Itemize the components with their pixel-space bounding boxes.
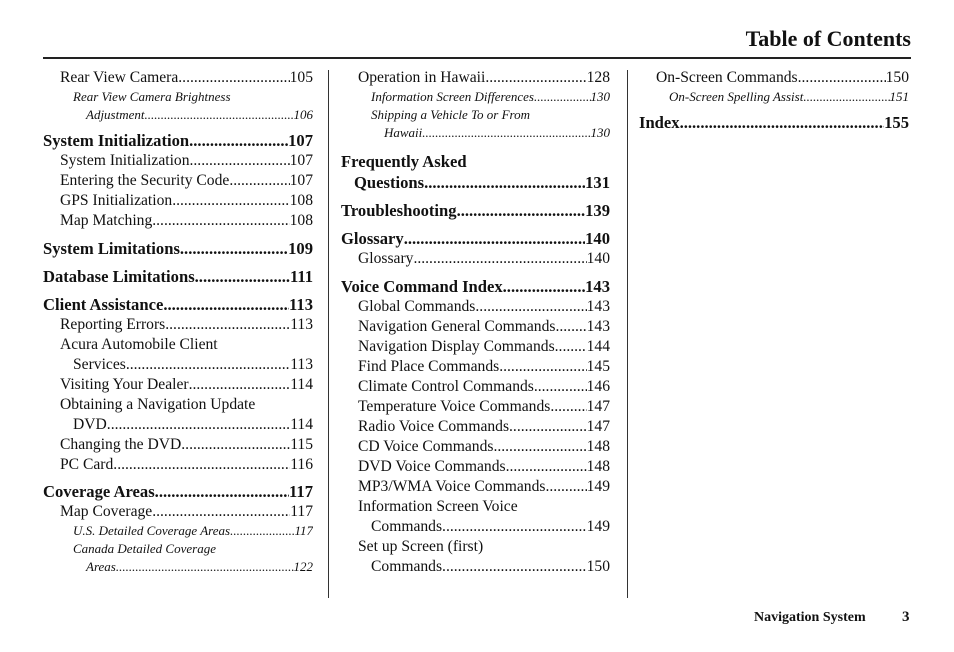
toc-entry-title: Navigation Display Commands xyxy=(358,338,555,355)
toc-entry[interactable] xyxy=(43,211,313,231)
dot-leader xyxy=(116,558,294,576)
toc-entry[interactable] xyxy=(43,88,313,124)
toc-entry-text-line: Obtaining a Navigation Update xyxy=(60,396,256,413)
toc-entry-title: Temperature Voice Commands xyxy=(358,398,551,415)
dot-leader xyxy=(189,130,288,151)
page-number: 3 xyxy=(902,609,910,625)
toc-entry-title: Services xyxy=(73,356,126,373)
page-title: Table of Contents xyxy=(745,26,911,51)
dot-leader xyxy=(555,337,587,357)
toc-entry-title: Index xyxy=(639,113,680,132)
toc-entry-line xyxy=(639,112,909,133)
toc-entry[interactable] xyxy=(341,68,610,88)
dot-leader xyxy=(145,106,294,124)
toc-entry-title: System Initialization xyxy=(60,152,190,169)
toc-page-number: 114 xyxy=(290,376,313,393)
toc-section[interactable] xyxy=(341,228,610,249)
dot-leader xyxy=(413,249,586,269)
toc-entry-line xyxy=(341,417,610,437)
toc-entry-text-line: Information Screen Voice xyxy=(358,498,518,515)
toc-entry-line xyxy=(341,357,610,377)
toc-entry-line xyxy=(341,557,610,577)
toc-page-number: 147 xyxy=(586,418,610,435)
toc-entry-title: Glossary xyxy=(358,250,414,267)
toc-page-number: 107 xyxy=(289,172,313,189)
toc-entry[interactable] xyxy=(43,375,313,395)
toc-entry-line xyxy=(43,415,313,435)
toc-page-number: 150 xyxy=(885,69,909,86)
toc-entry-title: PC Card xyxy=(60,456,114,473)
dot-leader xyxy=(229,171,289,191)
toc-section[interactable] xyxy=(341,151,610,193)
toc-entry-title: Reporting Errors xyxy=(60,316,166,333)
dot-leader xyxy=(181,435,290,455)
toc-entry[interactable] xyxy=(43,395,313,435)
column-divider-2 xyxy=(627,70,628,598)
toc-entry-line xyxy=(341,297,610,317)
toc-page-number: 150 xyxy=(586,558,610,575)
toc-entry-line xyxy=(341,397,610,417)
toc-page-number: 107 xyxy=(289,152,313,169)
toc-entry-title: Glossary xyxy=(341,229,404,248)
toc-entry-title: Global Commands xyxy=(358,298,476,315)
toc-entry-line xyxy=(341,317,610,337)
toc-page-number: 106 xyxy=(293,107,313,122)
dot-leader xyxy=(113,455,290,475)
toc-page-number: 155 xyxy=(884,113,909,132)
toc-entry-title: Database Limitations xyxy=(43,267,195,286)
toc-entry[interactable] xyxy=(43,171,313,191)
toc-page-number: 143 xyxy=(586,298,610,315)
toc-entry-line xyxy=(43,355,313,375)
column-divider-1 xyxy=(328,70,329,598)
toc-entry[interactable] xyxy=(43,455,313,475)
toc-page-number: 115 xyxy=(290,436,313,453)
toc-entry-line xyxy=(341,457,610,477)
dot-leader xyxy=(172,191,289,211)
toc-entry[interactable] xyxy=(43,540,313,576)
dot-leader xyxy=(178,68,289,88)
toc-entry[interactable] xyxy=(341,477,610,497)
toc-entry-line xyxy=(43,238,313,259)
toc-page-number: 116 xyxy=(290,456,313,473)
toc-entry[interactable] xyxy=(43,191,313,211)
toc-entry-title: Areas xyxy=(86,559,116,574)
toc-entry-text-line: Shipping a Vehicle To or From xyxy=(371,107,531,122)
toc-page-number: 147 xyxy=(586,398,610,415)
dot-leader xyxy=(165,315,290,335)
toc-entry-title: System Limitations xyxy=(43,239,180,258)
toc-entry-title: Hawaii xyxy=(384,125,423,140)
toc-entry-title: GPS Initialization xyxy=(60,192,173,209)
toc-page-number: 108 xyxy=(289,212,313,229)
toc-entry-title: Client Assistance xyxy=(43,295,164,314)
toc-entry-line xyxy=(43,455,313,475)
toc-entry-title: Adjustment xyxy=(86,107,145,122)
toc-entry[interactable] xyxy=(341,497,610,537)
toc-page-number: 140 xyxy=(586,250,610,267)
toc-entry-title: Changing the DVD xyxy=(60,436,182,453)
toc-column-3 xyxy=(639,68,909,133)
dot-leader xyxy=(545,477,586,497)
toc-page-number: 114 xyxy=(290,416,313,433)
toc-entry[interactable] xyxy=(43,502,313,522)
toc-entry-title: Coverage Areas xyxy=(43,482,155,501)
toc-entry-title: Map Matching xyxy=(60,212,153,229)
toc-page-number: 107 xyxy=(288,131,313,150)
dot-leader xyxy=(195,266,290,287)
toc-section[interactable] xyxy=(43,266,313,287)
toc-entry-line xyxy=(341,228,610,249)
toc-entry[interactable] xyxy=(341,357,610,377)
dot-leader xyxy=(107,415,290,435)
toc-entry-line xyxy=(43,435,313,455)
dot-leader xyxy=(152,502,290,522)
toc-column-2 xyxy=(341,68,610,577)
toc-section[interactable] xyxy=(341,276,610,297)
toc-entry-text-line: Frequently Asked xyxy=(341,152,467,171)
toc-entry-line xyxy=(341,377,610,397)
toc-page-number: 113 xyxy=(290,356,313,373)
dot-leader xyxy=(190,151,290,171)
footer-label: Navigation System xyxy=(754,610,866,625)
dot-leader xyxy=(534,88,591,106)
toc-page-number: 117 xyxy=(294,523,313,538)
toc-page-number: 140 xyxy=(585,229,610,248)
toc-entry-line xyxy=(43,522,313,540)
toc-entry[interactable] xyxy=(639,68,909,88)
toc-entry[interactable] xyxy=(341,417,610,437)
dot-leader xyxy=(550,397,586,417)
toc-entry-line xyxy=(43,266,313,287)
dot-leader xyxy=(534,377,587,397)
dot-leader xyxy=(457,200,586,221)
toc-page-number: 131 xyxy=(585,173,610,192)
toc-column-1 xyxy=(43,68,313,576)
dot-leader xyxy=(404,228,585,249)
toc-entry-text-line: Canada Detailed Coverage xyxy=(73,541,216,556)
toc-entry-line xyxy=(341,68,610,88)
toc-entry[interactable] xyxy=(639,88,909,106)
dot-leader xyxy=(509,417,587,437)
dot-leader xyxy=(230,522,294,540)
toc-page-number: 113 xyxy=(290,316,313,333)
toc-entry-title: Voice Command Index xyxy=(341,277,503,296)
toc-page-number: 111 xyxy=(289,267,313,286)
toc-page-number: 117 xyxy=(290,503,313,520)
toc-entry[interactable] xyxy=(341,457,610,477)
toc-page-number: 143 xyxy=(586,318,610,335)
toc-entry[interactable] xyxy=(341,337,610,357)
toc-page-number: 139 xyxy=(585,201,610,220)
toc-entry-line xyxy=(43,502,313,522)
toc-entry-line xyxy=(43,481,313,502)
toc-page-number: 128 xyxy=(586,69,610,86)
toc-entry-line xyxy=(43,171,313,191)
toc-entry-title: Map Coverage xyxy=(60,503,153,520)
toc-page-number: 109 xyxy=(288,239,313,258)
toc-entry[interactable] xyxy=(43,151,313,171)
toc-entry-line xyxy=(639,68,909,88)
toc-page-number: 144 xyxy=(586,338,610,355)
dot-leader xyxy=(503,276,585,297)
toc-page-number: 146 xyxy=(586,378,610,395)
toc-entry-line xyxy=(341,249,610,269)
toc-entry[interactable] xyxy=(341,377,610,397)
toc-entry[interactable] xyxy=(43,315,313,335)
dot-leader xyxy=(485,68,586,88)
toc-entry-title: Radio Voice Commands xyxy=(358,418,510,435)
dot-leader xyxy=(442,557,587,577)
toc-page-number: 130 xyxy=(590,125,610,140)
toc-entry[interactable] xyxy=(341,317,610,337)
toc-page-number: 143 xyxy=(585,277,610,296)
toc-entry-title: Troubleshooting xyxy=(341,201,457,220)
toc-section[interactable] xyxy=(43,294,313,315)
dot-leader xyxy=(506,457,587,477)
toc-entry[interactable] xyxy=(341,249,610,269)
toc-page-number: 148 xyxy=(586,458,610,475)
toc-entry-line xyxy=(639,88,909,106)
toc-entry-line xyxy=(341,88,610,106)
toc-entry-text-line: Acura Automobile Client xyxy=(60,336,218,353)
dot-leader xyxy=(798,68,886,88)
toc-entry-line xyxy=(341,124,610,142)
toc-entry-text-line: Set up Screen (first) xyxy=(358,538,484,555)
dot-leader xyxy=(442,517,587,537)
toc-page-number: 151 xyxy=(889,89,909,104)
dot-leader xyxy=(189,375,291,395)
toc-entry-title: CD Voice Commands xyxy=(358,438,494,455)
toc-section[interactable] xyxy=(43,130,313,151)
toc-entry-line xyxy=(43,294,313,315)
dot-leader xyxy=(680,112,885,133)
dot-leader xyxy=(163,294,289,315)
toc-entry-title: Rear View Camera xyxy=(60,69,179,86)
toc-entry[interactable] xyxy=(341,397,610,417)
toc-entry-title: Operation in Hawaii xyxy=(358,69,486,86)
toc-entry[interactable] xyxy=(43,68,313,88)
toc-entry-line xyxy=(43,106,313,124)
toc-page-number: 149 xyxy=(586,518,610,535)
toc-page-number: 108 xyxy=(289,192,313,209)
toc-section[interactable] xyxy=(43,481,313,502)
toc-entry-title: Entering the Security Code xyxy=(60,172,230,189)
toc-page-number: 148 xyxy=(586,438,610,455)
toc-entry-title: MP3/WMA Voice Commands xyxy=(358,478,546,495)
toc-entry-line xyxy=(341,172,610,193)
toc-entry-title: Climate Control Commands xyxy=(358,378,534,395)
toc-entry-line xyxy=(43,558,313,576)
toc-entry-line xyxy=(43,151,313,171)
toc-entry-title: Commands xyxy=(371,518,443,535)
toc-entry-line xyxy=(43,211,313,231)
toc-entry[interactable] xyxy=(43,335,313,375)
toc-entry-line xyxy=(341,437,610,457)
toc-entry[interactable] xyxy=(341,437,610,457)
header-rule xyxy=(43,57,911,59)
toc-entry-text-line: Rear View Camera Brightness xyxy=(73,89,231,104)
toc-entry[interactable] xyxy=(43,435,313,455)
dot-leader xyxy=(475,297,586,317)
toc-page-number: 105 xyxy=(289,69,313,86)
toc-entry-title: On-Screen Spelling Assist xyxy=(669,89,804,104)
toc-page-number: 130 xyxy=(590,89,610,104)
toc-entry-title: Questions xyxy=(354,173,425,192)
toc-entry-title: Commands xyxy=(371,558,443,575)
toc-entry-line xyxy=(341,477,610,497)
toc-entry-line xyxy=(43,130,313,151)
toc-entry-line xyxy=(341,337,610,357)
toc-entry-title: Information Screen Differences xyxy=(371,89,534,104)
toc-entry-title: Find Place Commands xyxy=(358,358,500,375)
toc-entry-title: DVD xyxy=(73,416,107,433)
toc-section[interactable] xyxy=(43,238,313,259)
toc-entry-line xyxy=(341,517,610,537)
dot-leader xyxy=(493,437,586,457)
toc-page-number: 145 xyxy=(586,358,610,375)
toc-entry[interactable] xyxy=(341,106,610,142)
dot-leader xyxy=(499,357,586,377)
toc-entry[interactable] xyxy=(341,537,610,577)
toc-section[interactable] xyxy=(341,200,610,221)
dot-leader xyxy=(152,211,289,231)
toc-entry-line xyxy=(43,191,313,211)
toc-entry-title: Navigation General Commands xyxy=(358,318,556,335)
toc-page-number: 149 xyxy=(586,478,610,495)
toc-entry[interactable] xyxy=(43,522,313,540)
toc-page-number: 113 xyxy=(289,295,313,314)
dot-leader xyxy=(180,238,288,259)
toc-entry-title: DVD Voice Commands xyxy=(358,458,506,475)
toc-entry-line xyxy=(341,200,610,221)
toc-section[interactable] xyxy=(639,112,909,133)
toc-entry-line xyxy=(341,276,610,297)
dot-leader xyxy=(803,88,889,106)
toc-entry[interactable] xyxy=(341,297,610,317)
toc-entry-title: U.S. Detailed Coverage Areas xyxy=(73,523,231,538)
dot-leader xyxy=(422,124,590,142)
toc-entry-title: Visiting Your Dealer xyxy=(60,376,189,393)
toc-page-number: 117 xyxy=(289,482,313,501)
dot-leader xyxy=(126,355,290,375)
toc-entry[interactable] xyxy=(341,88,610,106)
toc-entry-line xyxy=(43,375,313,395)
dot-leader xyxy=(555,317,586,337)
toc-page-number: 122 xyxy=(293,559,313,574)
toc-entry-title: On-Screen Commands xyxy=(656,69,798,86)
toc-entry-line xyxy=(43,315,313,335)
toc-entry-line xyxy=(43,68,313,88)
dot-leader xyxy=(155,481,289,502)
dot-leader xyxy=(424,172,585,193)
toc-entry-title: System Initialization xyxy=(43,131,190,150)
